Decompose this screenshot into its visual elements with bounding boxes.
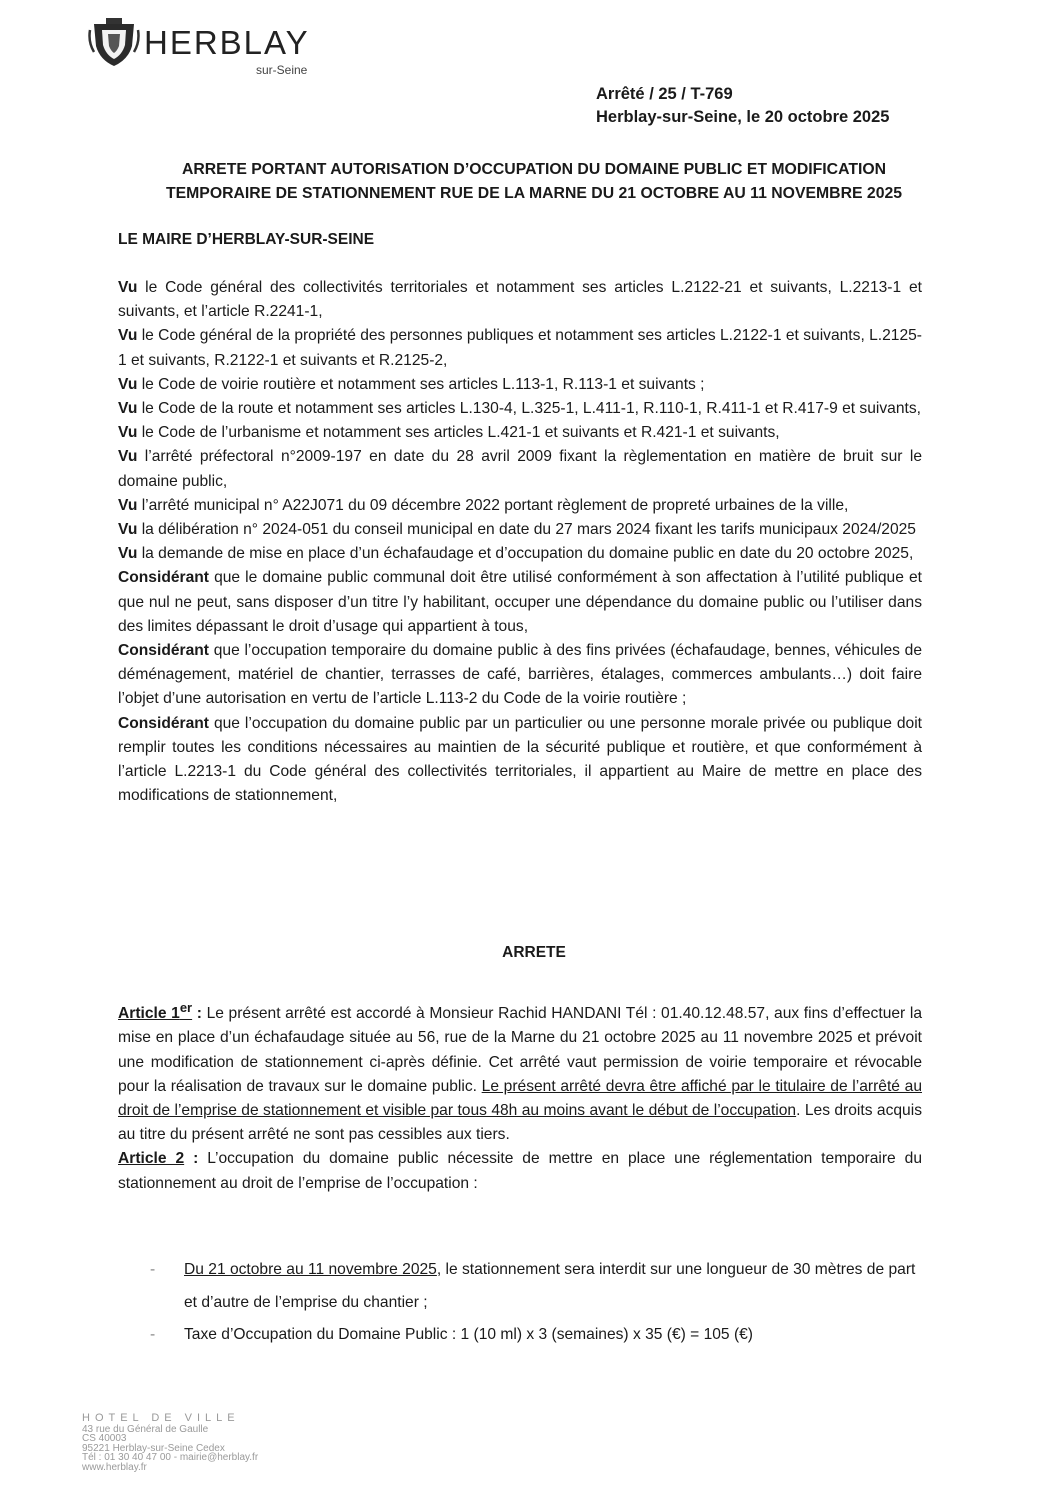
crest-icon: [88, 16, 140, 68]
reference-block: [596, 83, 889, 129]
articles: [118, 996, 922, 1196]
recital: Vu la demande de mise en place d’un échafaudage et d’occupation du domaine public en date du 20 octobre 2025,: [118, 545, 914, 563]
recital: Vu l’arrêté municipal n° A22J071 du 09 décembre 2022 portant règlement de propreté urbaines de la ville,: [118, 496, 849, 514]
title-line-2: TEMPORAIRE DE STATIONNEMENT RUE DE LA MARNE DU 21 OCTOBRE AU 11 NOVEMBRE 2025: [165, 185, 903, 202]
place-date: Herblay-sur-Seine, le 20 octobre 2025: [596, 108, 890, 126]
arrete-reference: Arrêté / 25 / T-769: [596, 85, 733, 103]
footer-address: HOTEL DE VILLE 43 rue du Général de Gaulle CS 40003 95221 Herblay-sur-Seine Cedex Tél : 01 30 40 47 00 - mairie@herblay.fr www.herblay.fr: [82, 1412, 259, 1473]
recital: Vu le Code de la route et notamment ses articles L.130-4, L.325-1, L.411-1, R.110-1, R.411-1 et R.417-9 et suivants,: [118, 400, 921, 418]
recital: Vu le Code général des collectivités territoriales et notamment ses articles L.2122-21 et suivants, L.2213-1 et suivants, et l’article R.2241-1,: [118, 279, 922, 321]
mayor-heading: LE MAIRE D’HERBLAY-SUR-SEINE: [118, 231, 375, 248]
logo-wordmark: HERBLAY: [144, 24, 310, 61]
recital: Considérant que l’occupation du domaine public par un particulier ou une personne morale privée ou publique doit remplir toutes les conditions nécessaires au maintien de la sécurité publique et routière, et que conformément à l’article L.2213-1 du Code général des collectivités territoriales, il appartient au Maire de mettre en place des modifications de stationnement,: [118, 714, 922, 805]
article-2-label: Article 2: [118, 1150, 185, 1168]
herblay-logo: [88, 16, 318, 76]
date-range: Du 21 octobre au 11 novembre 2025: [184, 1261, 437, 1278]
document-title: [118, 158, 950, 206]
recital: Vu le Code de voirie routière et notamment ses articles L.113-1, R.113-1 et suivants ;: [118, 375, 705, 393]
recital: Vu l’arrêté préfectoral n°2009-197 en date du 28 avril 2009 fixant la règlementation en matière de bruit sur le domaine public,: [118, 448, 922, 490]
measures-list: [148, 1253, 928, 1347]
logo-subtitle: sur-Seine: [256, 63, 308, 77]
recital: Vu le Code de l’urbanisme et notamment ses articles L.421-1 et suivants et R.421-1 et suivants,: [118, 424, 780, 442]
recital: Considérant que l’occupation temporaire du domaine public à des fins privées (échafaudage, bennes, véhicules de déménagement, matériel de chantier, terrasses de café, barrières, étalages, commerces ambulants…) doit faire l’objet d’une autorisation en vertu de l’article L.113-2 du Code de la voirie routière ;: [118, 642, 922, 708]
article-1-label: Article 1er: [118, 1000, 193, 1023]
article-1: Article 1er : Le présent arrêté est accordé à Monsieur Rachid HANDANI Tél : 01.40.12.48.57, aux fins d’effectuer la mise en place d’un échafaudage située au 56, rue de la Marne du 21 octobre 2025 au 11 novembre 2025 et prévoit une modification de stationnement ci-après définie. Cet arrêté vaut permission de voirie temporaire et révocable pour la réalisation de travaux sur le domaine public. Le présent arrêté devra être affiché par le titulaire de l’arrêté au droit de l’emprise de stationnement et visible par tous 48h au moins avant le début de l’occupation. Les droits acquis au titre du présent arrêté ne sont pas cessibles aux tiers.: [118, 1000, 922, 1144]
list-item: - Du 21 octobre au 11 novembre 2025, le stationnement sera interdit sur une longueur de 30 mètres de part et d’autre de l’emprise du chantier ;: [150, 1261, 916, 1311]
recital: Considérant que le domaine public communal doit être utilisé conformément à son affectation à l’utilité publique et que nul ne peut, sans disposer d’un titre l’y habilitant, occuper une dépendance du domaine public ou l’utiliser dans des limites dépassant le droit d’usage qui appartient à tous,: [118, 569, 922, 635]
arrete-heading: ARRETE: [502, 944, 566, 961]
title-line-1: ARRETE PORTANT AUTORISATION D’OCCUPATION DU DOMAINE PUBLIC ET MODIFICATION: [181, 161, 887, 178]
article-2: Article 2 : L’occupation du domaine public nécessite de mettre en place une réglementation temporaire du stationnement au droit de l’emprise de l’occupation :: [118, 1150, 922, 1192]
posting-requirement: Le présent arrêté devra être affiché par le titulaire de l’arrêté au droit de l’emprise de stationnement et visible par tous 48h au moins avant le début de l’occupation: [118, 1077, 922, 1119]
recital: Vu la délibération n° 2024-051 du conseil municipal en date du 27 mars 2024 fixant les tarifs municipaux 2024/2025: [118, 521, 916, 539]
recitals: [118, 276, 922, 808]
recital: Vu le Code général de la propriété des personnes publiques et notamment ses articles L.2122-1 et suivants, L.2125-1 et suivants, R.2122-1 et suivants et R.2125-2,: [118, 327, 922, 369]
list-item: - Taxe d’Occupation du Domaine Public : 1 (10 ml) x 3 (semaines) x 35 (€) = 105 (€): [150, 1326, 753, 1343]
